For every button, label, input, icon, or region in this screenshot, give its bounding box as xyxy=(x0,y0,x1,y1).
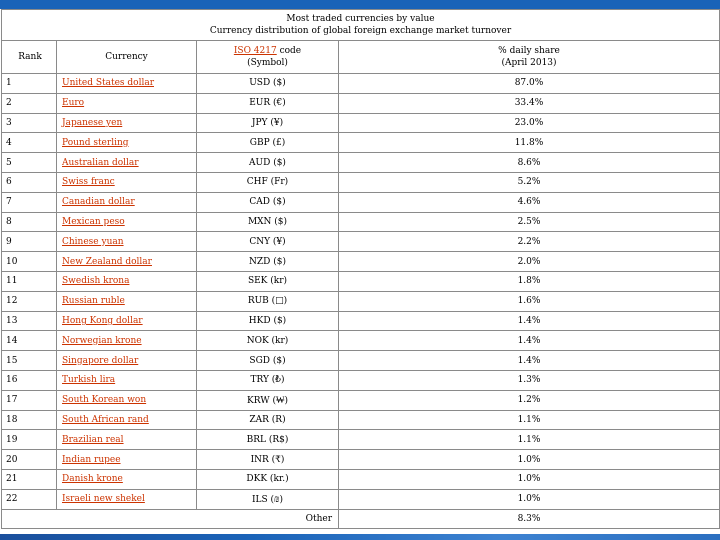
currency-link[interactable]: Chinese yuan xyxy=(62,236,124,247)
share-cell: 2.0% xyxy=(339,252,720,272)
code-cell: ZAR (R) xyxy=(197,410,339,430)
currency-link[interactable]: Australian dollar xyxy=(62,157,139,168)
rank-cell: 13 xyxy=(2,311,57,331)
currency-link[interactable]: Euro xyxy=(62,98,85,109)
currency-cell xyxy=(57,133,197,153)
code-cell: NZD ($) xyxy=(197,252,339,272)
share-cell: 87.0% xyxy=(339,74,720,94)
code-cell: SEK (kr) xyxy=(197,271,339,291)
currency-cell xyxy=(57,370,197,390)
rank-cell: 15 xyxy=(2,351,57,371)
rank-cell: 6 xyxy=(2,172,57,192)
currency-cell xyxy=(57,192,197,212)
share-cell: 1.0% xyxy=(339,469,720,489)
table-row xyxy=(2,370,720,390)
table-row xyxy=(2,351,720,371)
currency-cell xyxy=(57,252,197,272)
share-cell: 1.6% xyxy=(339,291,720,311)
currency-link[interactable]: Pound sterling xyxy=(62,137,129,148)
share-cell: 1.4% xyxy=(339,311,720,331)
currency-link[interactable]: Hong Kong dollar xyxy=(62,315,143,326)
table-title: Most traded currencies by value xyxy=(286,14,435,24)
code-cell: AUD ($) xyxy=(197,153,339,173)
table-row xyxy=(2,212,720,232)
table-row xyxy=(2,74,720,94)
currency-link[interactable]: Brazilian real xyxy=(62,434,124,445)
code-cell: SGD ($) xyxy=(197,351,339,371)
share-cell: 5.2% xyxy=(339,172,720,192)
share-cell: 1.0% xyxy=(339,450,720,470)
table-subtitle: Currency distribution of global foreign exchange market turnover xyxy=(209,26,512,36)
currency-cell xyxy=(57,311,197,331)
currency-link[interactable]: Norwegian krone xyxy=(62,335,142,346)
code-cell: INR (₹) xyxy=(197,450,339,470)
currency-cell xyxy=(57,113,197,133)
table-row xyxy=(2,232,720,252)
currency-link[interactable]: Turkish lira xyxy=(62,375,116,386)
currency-table-sheet xyxy=(0,9,720,534)
table-row xyxy=(2,252,720,272)
currency-cell xyxy=(57,430,197,450)
code-header xyxy=(197,41,339,74)
share-cell: 1.4% xyxy=(339,331,720,351)
share-cell: 1.4% xyxy=(339,351,720,371)
share-cell: 1.1% xyxy=(339,430,720,450)
currency-cell xyxy=(57,410,197,430)
currency-link[interactable]: Mexican peso xyxy=(62,216,125,227)
rank-cell: 17 xyxy=(2,390,57,410)
share-cell: 1.8% xyxy=(339,271,720,291)
code-cell: TRY (₺) xyxy=(197,370,339,390)
currency-link[interactable]: South African rand xyxy=(62,414,149,425)
rank-cell: 18 xyxy=(2,410,57,430)
rank-cell: 1 xyxy=(2,74,57,94)
share-cell: 11.8% xyxy=(339,133,720,153)
share-cell: 2.5% xyxy=(339,212,720,232)
currency-link[interactable]: Swiss franc xyxy=(62,177,115,188)
table-row xyxy=(2,172,720,192)
rank-cell: 10 xyxy=(2,252,57,272)
share-cell: 1.0% xyxy=(339,489,720,509)
code-cell: CHF (Fr) xyxy=(197,172,339,192)
share-header-line2: (April 2013) xyxy=(501,58,557,68)
rank-cell: 3 xyxy=(2,113,57,133)
currency-cell xyxy=(57,172,197,192)
currency-cell xyxy=(57,351,197,371)
rank-header: Rank xyxy=(2,41,57,74)
table-row xyxy=(2,113,720,133)
currency-cell xyxy=(57,232,197,252)
code-cell: USD ($) xyxy=(197,74,339,94)
currency-cell xyxy=(57,489,197,509)
table-row xyxy=(2,469,720,489)
share-cell: 1.1% xyxy=(339,410,720,430)
currency-link[interactable]: Singapore dollar xyxy=(62,355,139,366)
currency-cell xyxy=(57,390,197,410)
rank-cell: 4 xyxy=(2,133,57,153)
currency-link[interactable]: Indian rupee xyxy=(62,454,121,465)
table-row xyxy=(2,93,720,113)
rank-cell: 22 xyxy=(2,489,57,509)
code-cell: HKD ($) xyxy=(197,311,339,331)
currency-cell xyxy=(57,93,197,113)
currency-cell xyxy=(57,271,197,291)
table-row xyxy=(2,153,720,173)
code-cell: KRW (₩) xyxy=(197,390,339,410)
code-cell: BRL (R$) xyxy=(197,430,339,450)
rank-cell: 19 xyxy=(2,430,57,450)
bottom-accent-bar xyxy=(0,534,720,540)
currency-link[interactable]: South Korean won xyxy=(62,395,147,406)
currency-cell xyxy=(57,331,197,351)
currency-cell xyxy=(57,291,197,311)
currency-link[interactable]: Russian ruble xyxy=(62,296,125,307)
share-cell: 33.4% xyxy=(339,93,720,113)
currency-cell xyxy=(57,469,197,489)
code-cell: NOK (kr) xyxy=(197,331,339,351)
share-cell: 8.6% xyxy=(339,153,720,173)
other-row xyxy=(2,509,720,528)
currency-header: Currency xyxy=(57,41,197,74)
code-cell: JPY (¥) xyxy=(197,113,339,133)
currency-link[interactable]: New Zealand dollar xyxy=(62,256,152,267)
currency-cell xyxy=(57,212,197,232)
code-cell: ILS (₪) xyxy=(197,489,339,509)
table-row xyxy=(2,133,720,153)
code-cell: RUB (□) xyxy=(197,291,339,311)
rank-cell: 14 xyxy=(2,331,57,351)
share-header xyxy=(339,41,720,74)
share-cell: 1.2% xyxy=(339,390,720,410)
table-row xyxy=(2,271,720,291)
rank-cell: 20 xyxy=(2,450,57,470)
share-cell: 1.3% xyxy=(339,370,720,390)
code-cell: MXN ($) xyxy=(197,212,339,232)
currency-link[interactable]: Japanese yen xyxy=(62,117,123,128)
code-cell: DKK (kr.) xyxy=(197,469,339,489)
table-row xyxy=(2,390,720,410)
top-accent-bar xyxy=(0,0,720,9)
table-row xyxy=(2,331,720,351)
rank-cell: 8 xyxy=(2,212,57,232)
share-cell: 4.6% xyxy=(339,192,720,212)
symbol-header: (Symbol) xyxy=(247,58,288,68)
code-cell: GBP (£) xyxy=(197,133,339,153)
currency-link[interactable]: Swedish krona xyxy=(62,276,130,287)
rank-cell: 9 xyxy=(2,232,57,252)
rank-cell: 7 xyxy=(2,192,57,212)
rank-cell: 5 xyxy=(2,153,57,173)
other-label: Other xyxy=(197,509,339,528)
iso-4217-link[interactable]: ISO 4217 xyxy=(233,46,277,56)
share-cell: 2.2% xyxy=(339,232,720,252)
table-row xyxy=(2,489,720,509)
rank-cell: 21 xyxy=(2,469,57,489)
header-row xyxy=(2,41,720,74)
rank-cell: 12 xyxy=(2,291,57,311)
currency-cell xyxy=(57,450,197,470)
table-row xyxy=(2,410,720,430)
rank-cell: 16 xyxy=(2,370,57,390)
table-row xyxy=(2,311,720,331)
rank-cell: 11 xyxy=(2,271,57,291)
currency-link[interactable]: Canadian dollar xyxy=(62,197,135,208)
table-row xyxy=(2,450,720,470)
other-share: 8.3% xyxy=(339,509,720,528)
code-header-text: code xyxy=(276,46,302,56)
code-cell: CNY (¥) xyxy=(197,232,339,252)
table-row xyxy=(2,291,720,311)
table-row xyxy=(2,430,720,450)
share-cell: 23.0% xyxy=(339,113,720,133)
table-row xyxy=(2,192,720,212)
rank-cell: 2 xyxy=(2,93,57,113)
currency-link[interactable]: Israeli new shekel xyxy=(62,494,145,505)
other-empty-cell xyxy=(2,509,197,528)
currency-link[interactable]: Danish krone xyxy=(62,474,123,485)
currency-link[interactable]: United States dollar xyxy=(62,78,154,89)
table-caption xyxy=(2,10,720,41)
code-cell: CAD ($) xyxy=(197,192,339,212)
currency-table xyxy=(1,9,720,529)
code-cell: EUR (€) xyxy=(197,93,339,113)
share-header-line1: % daily share xyxy=(498,46,560,56)
currency-cell xyxy=(57,153,197,173)
currency-cell xyxy=(57,74,197,94)
